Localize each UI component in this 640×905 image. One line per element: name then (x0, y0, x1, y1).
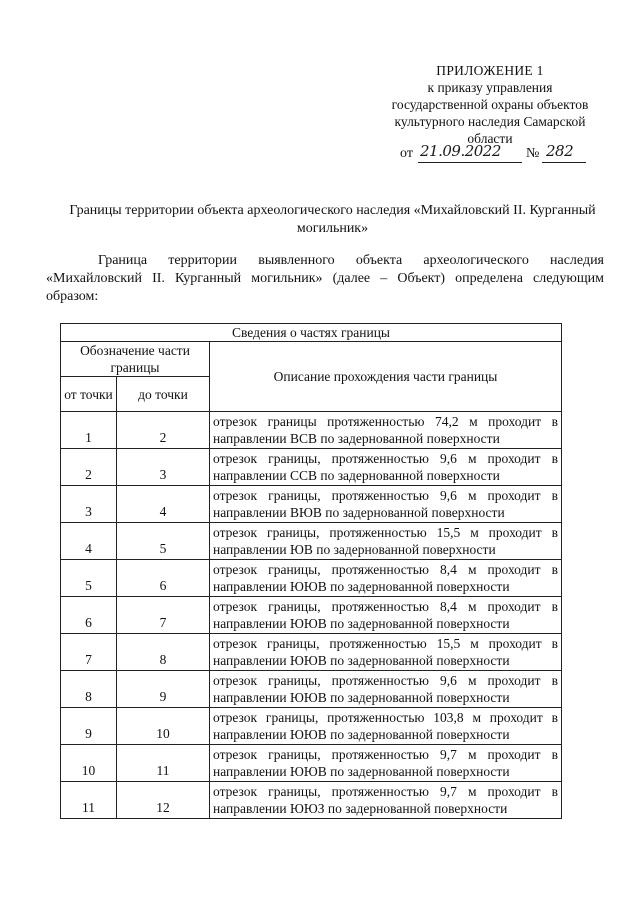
cell-from: 10 (61, 745, 117, 782)
cell-desc: отрезок границы, протяженностью 15,5 м проходит в направлении ЮЮВ по задернованной поверхности (210, 634, 562, 671)
cell-desc: отрезок границы, протяженностью 15,5 м проходит в направлении ЮВ по задернованной поверхности (210, 523, 562, 560)
cell-to: 10 (117, 708, 210, 745)
table-row (61, 412, 562, 449)
date-underline (418, 162, 522, 163)
cell-from: 11 (61, 782, 117, 819)
cell-from: 1 (61, 412, 117, 449)
cell-desc: отрезок границы, протяженностью 8,4 м проходит в направлении ЮЮВ по задернованной поверхности (210, 560, 562, 597)
table-row (61, 449, 562, 486)
date-prefix: от (400, 146, 413, 161)
table-row (61, 782, 562, 819)
cell-desc: отрезок границы, протяженностью 103,8 м проходит в направлении ЮЮВ по задернованной поверхности (210, 708, 562, 745)
handwritten-number: 282 (546, 142, 574, 160)
cell-desc: отрезок границы, протяженностью 9,7 м проходит в направлении ЮЮВ по задернованной поверхности (210, 745, 562, 782)
table-caption: Сведения о частях границы (61, 324, 562, 342)
cell-to: 3 (117, 449, 210, 486)
cell-from: 3 (61, 486, 117, 523)
cell-from: 9 (61, 708, 117, 745)
document-title: Границы территории объекта археологического наследия «Михайловский II. Курганный могильник» (69, 203, 596, 236)
cell-from: 7 (61, 634, 117, 671)
cell-to: 9 (117, 671, 210, 708)
cell-from: 5 (61, 560, 117, 597)
handwritten-date: 21.09.2022 (420, 142, 501, 160)
appendix-line: области (467, 131, 513, 146)
cell-to: 2 (117, 412, 210, 449)
cell-to: 12 (117, 782, 210, 819)
order-date-number (400, 142, 610, 166)
cell-desc: отрезок границы, протяженностью 8,4 м проходит в направлении ЮЮВ по задернованной поверхности (210, 597, 562, 634)
table-row (61, 671, 562, 708)
cell-to: 5 (117, 523, 210, 560)
appendix-block (372, 62, 608, 147)
cell-to: 8 (117, 634, 210, 671)
cell-desc: отрезок границы, протяженностью 9,6 м проходит в направлении ВЮВ по задернованной поверхности (210, 486, 562, 523)
cell-from: 6 (61, 597, 117, 634)
appendix-line: к приказу управления (427, 80, 553, 95)
cell-from: 4 (61, 523, 117, 560)
cell-from: 8 (61, 671, 117, 708)
table-row (61, 560, 562, 597)
cell-desc: отрезок границы, протяженностью 9,6 м проходит в направлении ЮЮВ по задернованной поверхности (210, 671, 562, 708)
appendix-header: ПРИЛОЖЕНИЕ 1 (436, 63, 544, 78)
table-row (61, 634, 562, 671)
cell-to: 4 (117, 486, 210, 523)
number-prefix: № (526, 146, 540, 161)
table-row (61, 523, 562, 560)
boundary-table (60, 323, 562, 819)
intro-paragraph: Граница территории выявленного объекта археологического наследия «Михайловский II. Курганный могильник» (далее – Объект) определена следующим образом: (46, 253, 604, 304)
cell-to: 7 (117, 597, 210, 634)
col-to-header: до точки (117, 377, 210, 412)
table-row (61, 745, 562, 782)
table-row (61, 708, 562, 745)
appendix-line: государственной охраны объектов (391, 97, 589, 112)
cell-to: 11 (117, 745, 210, 782)
cell-from: 2 (61, 449, 117, 486)
col-from-header: от точки (61, 377, 117, 412)
cell-desc: отрезок границы протяженностью 74,2 м проходит в направлении ВСВ по задернованной поверхности (210, 412, 562, 449)
number-underline (542, 162, 586, 163)
col-desc-header: Описание прохождения части границы (210, 342, 562, 412)
table-row (61, 597, 562, 634)
cell-to: 6 (117, 560, 210, 597)
col-group-header: Обозначение части границы (61, 342, 210, 377)
cell-desc: отрезок границы, протяженностью 9,6 м проходит в направлении ССВ по задернованной поверхности (210, 449, 562, 486)
appendix-line: культурного наследия Самарской (394, 114, 586, 129)
table-row (61, 486, 562, 523)
cell-desc: отрезок границы, протяженностью 9,7 м проходит в направлении ЮЮЗ по задернованной поверхности (210, 782, 562, 819)
